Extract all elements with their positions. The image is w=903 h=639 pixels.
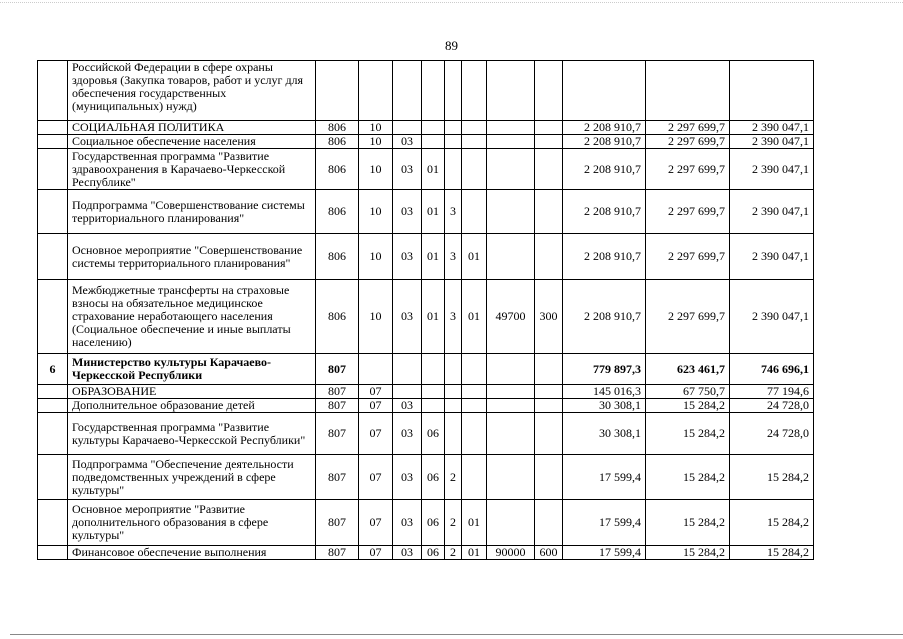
subprogram-code — [445, 385, 462, 399]
subsection-code: 03 — [393, 149, 422, 190]
amount-year-3: 77 194,6 — [730, 385, 814, 399]
row-number — [38, 546, 68, 560]
item-name: Подпрограмма "Обеспечение деятельности подведомственных учреждений в сфере культуры" — [68, 455, 316, 500]
table-row — [38, 455, 814, 500]
subsection-code — [393, 61, 422, 121]
subsection-code — [393, 385, 422, 399]
amount-year-1: 2 208 910,7 — [563, 121, 646, 135]
table-row — [38, 135, 814, 149]
section-code: 07 — [359, 399, 393, 413]
amount-year-1: 30 308,1 — [563, 399, 646, 413]
ministry-code: 806 — [316, 135, 359, 149]
table-row — [38, 280, 814, 354]
activity-code: 01 — [462, 500, 487, 546]
row-number — [38, 399, 68, 413]
table-row — [38, 61, 814, 121]
item-name: Российской Федерации в сфере охраны здоровья (Закупка товаров, работ и услуг для обеспечения государственных (муниципальных) нужд) — [68, 61, 316, 121]
activity-code — [462, 190, 487, 234]
program-code — [422, 121, 445, 135]
expense-type-code — [535, 121, 563, 135]
table-row — [38, 121, 814, 135]
direction-code — [487, 121, 535, 135]
ministry-code: 806 — [316, 280, 359, 354]
row-number — [38, 385, 68, 399]
subsection-code: 03 — [393, 280, 422, 354]
activity-code: 01 — [462, 546, 487, 560]
row-number — [38, 149, 68, 190]
amount-year-1: 2 208 910,7 — [563, 190, 646, 234]
amount-year-2: 15 284,2 — [646, 455, 730, 500]
activity-code: 01 — [462, 234, 487, 280]
subsection-code: 03 — [393, 234, 422, 280]
program-code — [422, 135, 445, 149]
table-row — [38, 500, 814, 546]
table-body — [38, 61, 814, 560]
subprogram-code — [445, 135, 462, 149]
section-code: 07 — [359, 546, 393, 560]
activity-code — [462, 455, 487, 500]
expense-type-code — [535, 399, 563, 413]
table-row — [38, 399, 814, 413]
direction-code — [487, 500, 535, 546]
amount-year-1: 2 208 910,7 — [563, 149, 646, 190]
amount-year-2: 15 284,2 — [646, 399, 730, 413]
expense-type-code — [535, 385, 563, 399]
table-row — [38, 546, 814, 560]
ministry-code: 807 — [316, 546, 359, 560]
amount-year-2: 2 297 699,7 — [646, 149, 730, 190]
row-number — [38, 121, 68, 135]
activity-code — [462, 413, 487, 455]
program-code — [422, 61, 445, 121]
amount-year-1 — [563, 61, 646, 121]
activity-code — [462, 135, 487, 149]
bottom-rule — [10, 634, 903, 635]
amount-year-2: 2 297 699,7 — [646, 190, 730, 234]
subsection-code — [393, 354, 422, 385]
item-name: СОЦИАЛЬНАЯ ПОЛИТИКА — [68, 121, 316, 135]
ministry-code: 807 — [316, 354, 359, 385]
program-code — [422, 399, 445, 413]
amount-year-1: 145 016,3 — [563, 385, 646, 399]
program-code — [422, 385, 445, 399]
section-code: 10 — [359, 121, 393, 135]
item-name: Финансовое обеспечение выполнения — [68, 546, 316, 560]
amount-year-1: 779 897,3 — [563, 354, 646, 385]
direction-code — [487, 135, 535, 149]
amount-year-2 — [646, 61, 730, 121]
amount-year-1: 2 208 910,7 — [563, 135, 646, 149]
table-row — [38, 354, 814, 385]
amount-year-2: 15 284,2 — [646, 500, 730, 546]
amount-year-1: 2 208 910,7 — [563, 280, 646, 354]
expense-type-code — [535, 149, 563, 190]
activity-code — [462, 149, 487, 190]
item-name: Основное мероприятие "Развитие дополнительного образования в сфере культуры" — [68, 500, 316, 546]
amount-year-3: 2 390 047,1 — [730, 234, 814, 280]
section-code: 10 — [359, 234, 393, 280]
amount-year-2: 15 284,2 — [646, 413, 730, 455]
expense-type-code — [535, 413, 563, 455]
amount-year-1: 2 208 910,7 — [563, 234, 646, 280]
page-number: 89 — [445, 38, 458, 53]
activity-code — [462, 399, 487, 413]
subprogram-code: 3 — [445, 190, 462, 234]
activity-code — [462, 61, 487, 121]
row-number — [38, 280, 68, 354]
subprogram-code — [445, 413, 462, 455]
program-code — [422, 354, 445, 385]
table-row — [38, 190, 814, 234]
expense-type-code — [535, 61, 563, 121]
direction-code: 49700 — [487, 280, 535, 354]
budget-table-wrapper — [37, 60, 814, 560]
expense-type-code: 600 — [535, 546, 563, 560]
direction-code — [487, 455, 535, 500]
activity-code — [462, 354, 487, 385]
ministry-code: 806 — [316, 149, 359, 190]
ministry-code — [316, 61, 359, 121]
row-number — [38, 500, 68, 546]
subprogram-code: 2 — [445, 546, 462, 560]
ministry-code: 807 — [316, 413, 359, 455]
expense-type-code — [535, 135, 563, 149]
subprogram-code: 2 — [445, 455, 462, 500]
amount-year-2: 623 461,7 — [646, 354, 730, 385]
subprogram-code: 2 — [445, 500, 462, 546]
section-code: 07 — [359, 413, 393, 455]
program-code: 01 — [422, 190, 445, 234]
direction-code — [487, 149, 535, 190]
amount-year-3: 15 284,2 — [730, 546, 814, 560]
row-number — [38, 413, 68, 455]
direction-code — [487, 354, 535, 385]
amount-year-3: 24 728,0 — [730, 413, 814, 455]
table-row — [38, 149, 814, 190]
expense-type-code — [535, 234, 563, 280]
subprogram-code — [445, 399, 462, 413]
subprogram-code: 3 — [445, 234, 462, 280]
amount-year-1: 17 599,4 — [563, 500, 646, 546]
row-number — [38, 61, 68, 121]
item-name: Государственная программа "Развитие здравоохранения в Карачаево-Черкесской Республике" — [68, 149, 316, 190]
item-name: ОБРАЗОВАНИЕ — [68, 385, 316, 399]
ministry-code: 806 — [316, 121, 359, 135]
amount-year-2: 2 297 699,7 — [646, 280, 730, 354]
top-edge — [0, 2, 903, 3]
subsection-code: 03 — [393, 399, 422, 413]
table-row — [38, 234, 814, 280]
item-name: Межбюджетные трансферты на страховые взносы на обязательное медицинское страхование неработающего населения (Социальное обеспечение и иные выплаты населению) — [68, 280, 316, 354]
expense-type-code — [535, 190, 563, 234]
ministry-code: 806 — [316, 190, 359, 234]
program-code: 01 — [422, 280, 445, 354]
amount-year-3: 15 284,2 — [730, 455, 814, 500]
table-row — [38, 413, 814, 455]
activity-code: 01 — [462, 280, 487, 354]
direction-code — [487, 399, 535, 413]
subsection-code — [393, 121, 422, 135]
amount-year-2: 2 297 699,7 — [646, 234, 730, 280]
direction-code: 90000 — [487, 546, 535, 560]
activity-code — [462, 385, 487, 399]
row-number — [38, 135, 68, 149]
ministry-code: 806 — [316, 234, 359, 280]
program-code: 06 — [422, 455, 445, 500]
program-code: 06 — [422, 413, 445, 455]
item-name: Государственная программа "Развитие культуры Карачаево-Черкесской Республики" — [68, 413, 316, 455]
subsection-code: 03 — [393, 500, 422, 546]
section-code: 10 — [359, 149, 393, 190]
item-name: Социальное обеспечение населения — [68, 135, 316, 149]
subprogram-code — [445, 121, 462, 135]
item-name: Подпрограмма "Совершенствование системы территориального планирования" — [68, 190, 316, 234]
section-code: 10 — [359, 135, 393, 149]
activity-code — [462, 121, 487, 135]
amount-year-1: 17 599,4 — [563, 455, 646, 500]
subsection-code: 03 — [393, 190, 422, 234]
section-code: 10 — [359, 190, 393, 234]
item-name: Основное мероприятие "Совершенствование системы территориального планирования" — [68, 234, 316, 280]
amount-year-3: 2 390 047,1 — [730, 190, 814, 234]
section-code: 07 — [359, 385, 393, 399]
subprogram-code — [445, 149, 462, 190]
section-code: 07 — [359, 500, 393, 546]
row-number — [38, 234, 68, 280]
amount-year-1: 30 308,1 — [563, 413, 646, 455]
budget-table — [37, 60, 814, 560]
program-code: 06 — [422, 500, 445, 546]
table-row — [38, 385, 814, 399]
amount-year-3 — [730, 61, 814, 121]
amount-year-3: 2 390 047,1 — [730, 121, 814, 135]
subprogram-code — [445, 61, 462, 121]
row-number: 6 — [38, 354, 68, 385]
subprogram-code — [445, 354, 462, 385]
amount-year-3: 2 390 047,1 — [730, 149, 814, 190]
item-name: Дополнительное образование детей — [68, 399, 316, 413]
ministry-code: 807 — [316, 500, 359, 546]
direction-code — [487, 61, 535, 121]
amount-year-2: 2 297 699,7 — [646, 121, 730, 135]
amount-year-3: 2 390 047,1 — [730, 280, 814, 354]
subsection-code: 03 — [393, 546, 422, 560]
program-code: 01 — [422, 234, 445, 280]
direction-code — [487, 385, 535, 399]
subprogram-code: 3 — [445, 280, 462, 354]
direction-code — [487, 234, 535, 280]
ministry-code: 807 — [316, 455, 359, 500]
direction-code — [487, 413, 535, 455]
expense-type-code — [535, 455, 563, 500]
row-number — [38, 190, 68, 234]
amount-year-2: 2 297 699,7 — [646, 135, 730, 149]
subsection-code: 03 — [393, 413, 422, 455]
amount-year-2: 15 284,2 — [646, 546, 730, 560]
subsection-code: 03 — [393, 455, 422, 500]
expense-type-code — [535, 354, 563, 385]
direction-code — [487, 190, 535, 234]
amount-year-3: 2 390 047,1 — [730, 135, 814, 149]
program-code: 06 — [422, 546, 445, 560]
section-code — [359, 61, 393, 121]
expense-type-code: 300 — [535, 280, 563, 354]
amount-year-3: 746 696,1 — [730, 354, 814, 385]
section-code — [359, 354, 393, 385]
ministry-code: 807 — [316, 399, 359, 413]
amount-year-1: 17 599,4 — [563, 546, 646, 560]
program-code: 01 — [422, 149, 445, 190]
subsection-code: 03 — [393, 135, 422, 149]
amount-year-2: 67 750,7 — [646, 385, 730, 399]
section-code: 07 — [359, 455, 393, 500]
item-name: Министерство культуры Карачаево-Черкесской Республики — [68, 354, 316, 385]
ministry-code: 807 — [316, 385, 359, 399]
row-number — [38, 455, 68, 500]
section-code: 10 — [359, 280, 393, 354]
amount-year-3: 15 284,2 — [730, 500, 814, 546]
amount-year-3: 24 728,0 — [730, 399, 814, 413]
expense-type-code — [535, 500, 563, 546]
